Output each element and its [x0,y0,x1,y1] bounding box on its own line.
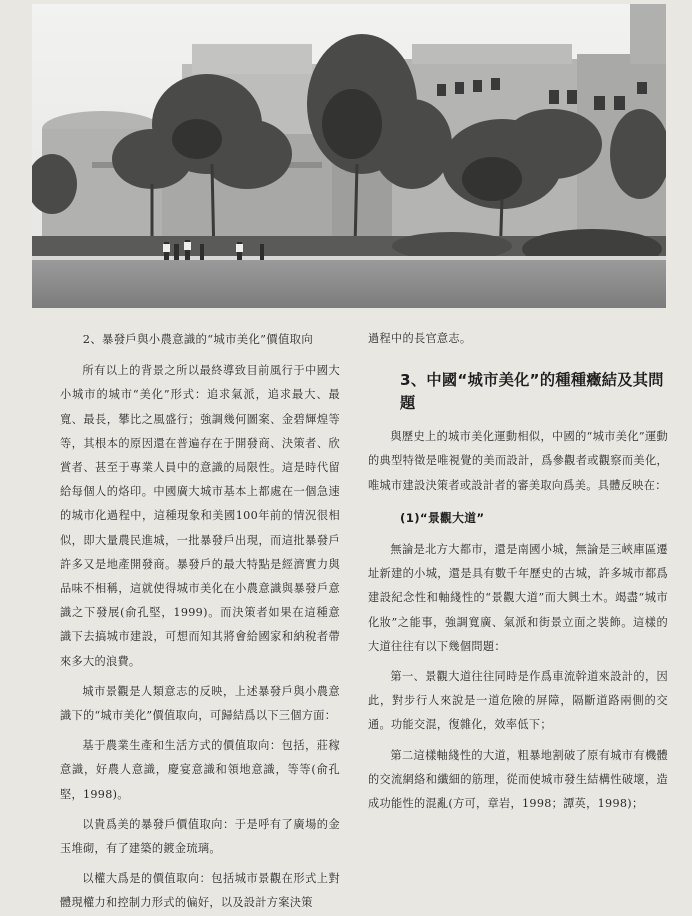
photo-caption: 2、暴發戶與小農意識的“城市美化”價值取向 [82,332,314,346]
subsection-heading: (1)“景觀大道” [400,510,485,525]
building-photo [32,4,666,308]
paragraph: 以貴爲美的暴發戶價值取向：于是呼有了廣場的金玉堆砌，有了建築的鍍金琉璃。 [60,817,340,856]
section-heading: 3、中國“城市美化”的種種癥結及其問題 [400,371,664,413]
right-column [368,327,668,816]
paragraph: 基于農業生產和生活方式的價值取向：包括，莊稼意識，好農人意識，慶宴意識和領地意識，等等(俞孔堅，1998)。 [60,739,340,801]
paragraph: 無論是北方大都市，還是南國小城，無論是三峽庫區遷址新建的小城，還是具有數千年歷史的古城，許多城市都爲建設紀念性和軸綫性的“景觀大道”而大興土木。竭盡“城市化妝”之能事，強調寬廣、氣派和街景立面之裝飾。這樣的大道往往有以下幾個問題： [368,543,668,653]
left-column [60,327,340,916]
paragraph: 與歷史上的城市美化運動相似，中國的“城市美化”運動的典型特徵是唯視覺的美而設計，爲參觀者或觀察而美化，唯城市建設決策者或設計者的審美取向爲美。具體反映在： [368,430,668,492]
paragraph: 第一、景觀大道往往同時是作爲車流幹道來設計的，因此，對步行人來說是一道危險的屏障，隔斷道路兩側的交通。功能交混，復雜化，效率低下； [368,670,668,732]
paragraph: 第二這樣軸綫性的大道，粗暴地割破了原有城市有機體的交流網絡和纖細的筋理，從而使城市發生結構性破壞，造成功能性的混亂(方可，章岩，1998；譚英，1998)； [368,748,668,811]
paragraph-continuation: 過程中的長官意志。 [368,332,472,345]
paragraph: 以權大爲是的價值取向：包括城市景觀在形式上對體現權力和控制力形式的偏好，以及設計方案決策 [60,872,340,910]
paragraph: 城市景觀是人類意志的反映，上述暴發戶與小農意識下的“城市美化”價值取向，可歸結爲以下三個方面： [60,684,340,723]
paragraph: 所有以上的背景之所以最終導致目前風行于中國大小城市的城市“美化”形式：追求氣派，追求最大、最寬、最長，攀比之風盛行；強調幾何圖案、金碧輝煌等等，其根本的原因還在普遍存在于開發商、決策者、欣賞者、甚至于專業人員中的意識的局限性。這是時代留給每個人的烙印。中國廣大城市基本上都處在一個急速的城市化過程中，這種現象和美國100年前的情況很相似，即大量農民進城，一批暴發戶出現，而這批暴發戶許多又是地產開發商。暴發戶的最大特點是經濟實力與品味不相稱，這就使得城市美化在小農意識與暴發戶意識之下發展(俞孔堅，1999)。而決策者如果在這種意識下去搞城市建設，可想而知其將會給國家和納稅者帶來多大的浪費。 [60,364,340,668]
